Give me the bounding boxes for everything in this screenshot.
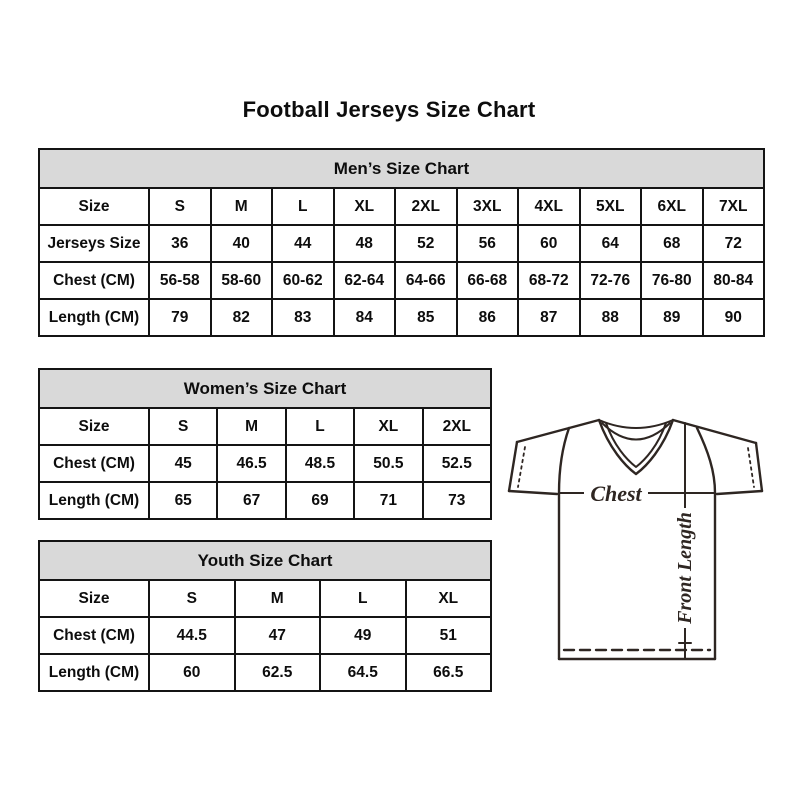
table-cell: L: [272, 188, 334, 225]
table-cell: 52.5: [423, 445, 491, 482]
table-cell: 51: [406, 617, 492, 654]
mens-size-table: [38, 148, 765, 337]
table-row: [39, 445, 491, 482]
table-cell: 44: [272, 225, 334, 262]
table-cell: 87: [518, 299, 580, 336]
row-label: Length (CM): [39, 654, 149, 691]
table-cell: 50.5: [354, 445, 422, 482]
table-cell: L: [286, 408, 354, 445]
table-row: [39, 188, 764, 225]
table-cell: S: [149, 188, 211, 225]
jersey-right-cuff: [756, 443, 762, 491]
row-label: Length (CM): [39, 299, 149, 336]
jersey-left-cuff: [509, 442, 517, 491]
table-cell: 73: [423, 482, 491, 519]
womens-size-table: [38, 368, 492, 520]
table-cell: 46.5: [217, 445, 285, 482]
table-cell: 4XL: [518, 188, 580, 225]
table-cell: 48.5: [286, 445, 354, 482]
table-cell: 44.5: [149, 617, 235, 654]
table-cell: 66.5: [406, 654, 492, 691]
row-label: Jerseys Size: [39, 225, 149, 262]
jersey-collar-back-arc: [599, 420, 673, 428]
table-title: Youth Size Chart: [39, 541, 491, 580]
table-cell: 66-68: [457, 262, 519, 299]
table-cell: 88: [580, 299, 642, 336]
page-title: Football Jerseys Size Chart: [242, 97, 536, 122]
size-table: [38, 148, 765, 337]
table-cell: 56: [457, 225, 519, 262]
table-cell: 86: [457, 299, 519, 336]
table-cell: 65: [149, 482, 217, 519]
jersey-right-cuff-stitch: [748, 448, 754, 487]
jersey-right-sleeve-underside: [717, 491, 762, 494]
table-cell: 5XL: [580, 188, 642, 225]
table-cell: 69: [286, 482, 354, 519]
table-row: [39, 617, 491, 654]
table-cell: 79: [149, 299, 211, 336]
table-cell: 64-66: [395, 262, 457, 299]
table-cell: 62.5: [235, 654, 321, 691]
front-length-label: Front Length: [674, 512, 696, 624]
row-label: Size: [39, 580, 149, 617]
table-cell: 52: [395, 225, 457, 262]
table-cell: 71: [354, 482, 422, 519]
table-cell: 68-72: [518, 262, 580, 299]
table-cell: 60: [149, 654, 235, 691]
table-cell: 47: [235, 617, 321, 654]
table-cell: 64: [580, 225, 642, 262]
table-cell: 49: [320, 617, 406, 654]
table-cell: 85: [395, 299, 457, 336]
table-cell: XL: [334, 188, 396, 225]
table-cell: 64.5: [320, 654, 406, 691]
table-cell: 48: [334, 225, 396, 262]
row-label: Length (CM): [39, 482, 149, 519]
table-title: Men’s Size Chart: [39, 149, 764, 188]
jersey-left-cuff-stitch: [518, 447, 525, 487]
row-label: Size: [39, 408, 149, 445]
chest-label: Chest: [590, 481, 642, 506]
table-cell: 83: [272, 299, 334, 336]
table-cell: 76-80: [641, 262, 703, 299]
size-table: [38, 540, 492, 692]
row-label: Chest (CM): [39, 262, 149, 299]
table-cell: 68: [641, 225, 703, 262]
table-cell: M: [217, 408, 285, 445]
table-cell: 60-62: [272, 262, 334, 299]
table-cell: 7XL: [703, 188, 765, 225]
table-row: [39, 299, 764, 336]
table-cell: 67: [217, 482, 285, 519]
table-cell: S: [149, 408, 217, 445]
table-cell: 58-60: [211, 262, 273, 299]
table-cell: M: [211, 188, 273, 225]
table-row: [39, 225, 764, 262]
table-title: Women’s Size Chart: [39, 369, 491, 408]
table-cell: 3XL: [457, 188, 519, 225]
table-cell: 2XL: [395, 188, 457, 225]
table-cell: 36: [149, 225, 211, 262]
table-cell: 80-84: [703, 262, 765, 299]
table-cell: 82: [211, 299, 273, 336]
table-cell: M: [235, 580, 321, 617]
table-row: [39, 580, 491, 617]
table-cell: S: [149, 580, 235, 617]
table-cell: 72: [703, 225, 765, 262]
size-table: [38, 368, 492, 520]
jersey-left-shoulder: [517, 420, 599, 442]
table-cell: 90: [703, 299, 765, 336]
row-label: Chest (CM): [39, 617, 149, 654]
table-cell: XL: [354, 408, 422, 445]
table-cell: 62-64: [334, 262, 396, 299]
table-cell: 6XL: [641, 188, 703, 225]
table-cell: XL: [406, 580, 492, 617]
table-cell: 40: [211, 225, 273, 262]
table-row: [39, 482, 491, 519]
youth-size-table: [38, 540, 492, 692]
table-cell: 84: [334, 299, 396, 336]
table-row: [39, 262, 764, 299]
row-label: Size: [39, 188, 149, 225]
table-cell: 56-58: [149, 262, 211, 299]
jersey-vneck-inner: [606, 423, 666, 467]
table-cell: 89: [641, 299, 703, 336]
table-cell: 2XL: [423, 408, 491, 445]
jersey-left-sleeve-underside: [509, 491, 557, 494]
table-row: [39, 654, 491, 691]
table-cell: L: [320, 580, 406, 617]
jersey-left-seam: [559, 428, 569, 493]
jersey-measurement-diagram: [498, 396, 780, 672]
table-cell: 72-76: [580, 262, 642, 299]
jersey-right-seam: [697, 428, 715, 493]
table-row: [39, 408, 491, 445]
table-cell: 60: [518, 225, 580, 262]
row-label: Chest (CM): [39, 445, 149, 482]
table-cell: 45: [149, 445, 217, 482]
